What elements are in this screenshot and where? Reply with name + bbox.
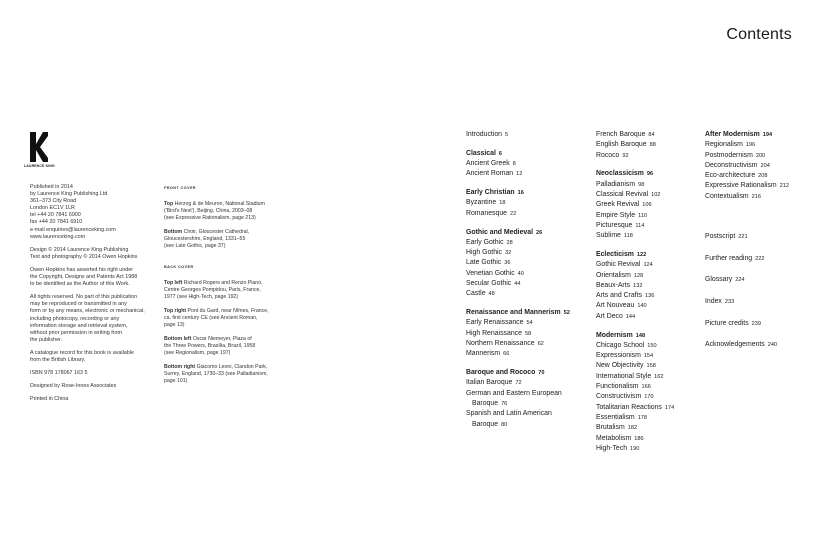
cover-credit-label: Bottom right — [164, 364, 196, 370]
cover-credit-line: page 101) — [164, 378, 188, 384]
toc-entry — [596, 312, 674, 322]
imprint-line: to be identified as the Author of this Work. — [30, 281, 130, 288]
cover-credit-line: (see Late Gothic, page 37) — [164, 243, 226, 249]
toc-entry-page: 194 — [762, 132, 773, 138]
toc-entry — [705, 161, 789, 171]
toc-entry-title: Brutalism — [596, 424, 625, 432]
toc-entry-title: Contextualism — [705, 192, 749, 200]
toc-entry-title: Picturesque — [596, 221, 633, 229]
toc-entry — [596, 231, 674, 241]
toc-entry-page: 114 — [635, 222, 645, 229]
toc-entry-page: 52 — [563, 310, 570, 317]
toc-entry — [596, 434, 674, 444]
imprint-line: Published in 2014 — [30, 184, 73, 190]
cover-credit-line: Top right Pont du Gard, near Nîmes, France, — [164, 308, 269, 314]
cover-credit-line: (see Regionalism, page 197) — [164, 350, 231, 356]
toc-entry-title: Castle — [466, 290, 486, 298]
cover-credit — [164, 308, 292, 329]
toc-entry-page: 124 — [643, 262, 653, 269]
toc-entry-page: 128 — [633, 272, 644, 279]
imprint-line: www.laurenceking.com — [30, 233, 86, 240]
toc-entry-page: 190 — [630, 445, 640, 452]
toc-entry-page: 8 — [512, 161, 516, 168]
imprint-paragraph — [30, 370, 158, 377]
toc-entry — [466, 209, 570, 219]
imprint-line: Printed in China — [30, 396, 69, 403]
toc-entry-page: 80 — [501, 421, 508, 428]
toc-entry-title: International Style — [596, 372, 652, 380]
toc-entry — [466, 130, 570, 140]
imprint-paragraph — [30, 247, 158, 261]
toc-entry-page: 204 — [760, 162, 770, 169]
imprint-line: from the British Library. — [30, 356, 86, 363]
imprint-line: without prior permission in writing from — [30, 329, 122, 336]
cover-credit-line: Surrey, England, 1730–33 (see Palladianism, — [164, 371, 268, 377]
toc-entry-page: 6 — [498, 150, 503, 157]
imprint-block — [30, 184, 158, 409]
toc-entry — [596, 140, 674, 150]
toc-entry-page: 212 — [779, 183, 789, 190]
imprint-line: 361–373 City Road — [30, 198, 77, 205]
toc-entry-page: 136 — [644, 293, 655, 300]
toc-entry — [466, 378, 570, 388]
imprint-line: fax +44 20 7841 6910 — [30, 219, 83, 226]
toc-entry-page: 240 — [767, 342, 778, 349]
toc-entry-page: 88 — [649, 142, 656, 149]
imprint-line: Design © 2014 Laurence King Publishing — [30, 246, 129, 253]
toc-entry — [466, 289, 570, 299]
toc-entry — [596, 361, 674, 371]
toc-entry-title: Early Gothic — [466, 238, 504, 246]
toc-section — [596, 169, 674, 241]
toc-entry-title: Baroque — [472, 420, 499, 428]
imprint-line: Owen Hopkins has asserted his right under — [30, 266, 134, 273]
toc-entry — [596, 341, 674, 351]
imprint-line: All rights reserved. No part of this publication — [30, 294, 137, 301]
imprint-line: Designed by Rose-Innes Associates — [30, 383, 117, 390]
toc-entry-page: 186 — [634, 435, 644, 442]
toc-entry-title: Mannerism — [466, 350, 501, 358]
cover-credit — [164, 364, 292, 385]
toc-entry — [596, 281, 674, 291]
toc-entry-page: 28 — [506, 239, 513, 246]
toc-entry-title: Art Nouveau — [596, 302, 635, 310]
toc-entry — [705, 130, 789, 140]
toc-entry — [466, 228, 570, 238]
cover-credit-line: page 13) — [164, 322, 185, 328]
toc-entry — [596, 382, 674, 392]
toc-entry-title: Early Renaissance — [466, 319, 524, 327]
toc-entry — [466, 248, 570, 258]
toc-entry-page: 182 — [627, 425, 638, 432]
toc-entry-page: 118 — [623, 233, 633, 240]
toc-entry-title: German and Eastern European — [466, 389, 562, 397]
toc-column-1 — [466, 130, 570, 438]
toc-entry-title: Chicago School — [596, 341, 645, 349]
cover-credit-line: Top Herzog & de Meuron, National Stadium — [164, 201, 265, 207]
toc-entry-page: 222 — [755, 255, 765, 262]
toc-entry-title: Ancient Greek — [466, 160, 510, 168]
cover-credit-label: Bottom — [164, 229, 183, 235]
toc-entry-title: Renaissance and Mannerism — [466, 309, 561, 317]
toc-entry — [705, 233, 777, 255]
toc-entry-title: Italian Baroque — [466, 379, 513, 387]
toc-entry-page: 106 — [642, 202, 652, 209]
toc-entry-title: Orientalism — [596, 271, 631, 279]
toc-entry-page: 196 — [745, 142, 756, 149]
front-cover-heading: FRONT COVER — [164, 186, 197, 190]
toc-entry — [466, 169, 570, 179]
toc-entry-page: 58 — [524, 330, 532, 337]
cover-credit — [164, 229, 292, 250]
toc-entry-title: Deconstructivism — [705, 161, 758, 169]
toc-entry-page: 40 — [517, 270, 524, 277]
toc-section — [596, 130, 674, 161]
cover-credit-label: Top left — [164, 280, 183, 286]
cover-credit-line: Bottom left Oscar Niemeyer, Plaza of — [164, 336, 252, 342]
toc-entry-page: 174 — [664, 404, 675, 411]
cover-credit-label: Bottom left — [164, 336, 192, 342]
toc-entry-page: 16 — [517, 190, 524, 197]
toc-entry-title: High Gothic — [466, 249, 503, 257]
toc-entry-title: Sublime — [596, 232, 621, 240]
toc-column-2 — [596, 130, 674, 463]
toc-entry-title: Modernism — [596, 331, 633, 339]
imprint-line: may be reproduced or transmitted in any — [30, 301, 127, 308]
toc-entry — [705, 341, 777, 363]
toc-entry — [705, 192, 789, 202]
toc-entry-page: 96 — [646, 171, 654, 178]
toc-entry-title: Expressive Rationalism — [705, 182, 777, 190]
toc-entry — [466, 349, 570, 359]
cover-credit-line: the Three Powers, Brasília, Brazil, 1958 — [164, 343, 256, 349]
toc-entry-title: Gothic Revival — [596, 261, 641, 269]
toc-entry-page: 144 — [625, 313, 636, 320]
toc-entry — [596, 444, 674, 454]
imprint-line: London EC1V 1LR — [30, 205, 75, 212]
cover-credit-line: 1977 (see High-Tech, page 192) — [164, 294, 239, 300]
toc-entry — [705, 255, 777, 277]
toc-entry — [596, 271, 674, 281]
toc-entry — [596, 169, 674, 179]
toc-entry-page: 76 — [501, 401, 508, 408]
toc-entry-title: Neoclassicism — [596, 170, 644, 178]
toc-entry-title: Baroque — [472, 400, 499, 408]
toc-entry-page: 150 — [647, 342, 657, 349]
page-title: Contents — [726, 26, 792, 43]
toc-entry-page: 102 — [651, 191, 661, 198]
toc-entry-title: Index — [705, 298, 722, 306]
toc-entry — [596, 151, 674, 161]
imprint-line: tel +44 20 7841 6900 — [30, 212, 81, 219]
cover-credit-line: Top left Richard Rogers and Renzo Piano, — [164, 280, 263, 286]
toc-entry-page: 110 — [638, 212, 647, 219]
toc-entry — [466, 188, 570, 198]
toc-entry-title: Arts and Crafts — [596, 292, 642, 300]
toc-entry-page: 158 — [646, 363, 656, 370]
cover-credits — [164, 185, 292, 392]
toc-entry-page: 98 — [638, 181, 645, 188]
toc-section — [466, 188, 570, 219]
toc-entry — [705, 151, 789, 161]
toc-entry-title: Beaux-Arts — [596, 281, 631, 289]
toc-entry-title: English Baroque — [596, 141, 647, 149]
toc-entry-page: 233 — [724, 299, 735, 306]
toc-entry-title: Palladianism — [596, 180, 636, 188]
toc-entry-page: 66 — [503, 351, 510, 358]
toc-entry-title: Expressionism — [596, 352, 641, 360]
toc-entry-title: Art Deco — [596, 312, 623, 320]
imprint-line: the publisher. — [30, 336, 63, 343]
toc-entry-page: 92 — [622, 152, 629, 159]
toc-entry-page: 166 — [641, 384, 651, 391]
toc-entry-title: Eco-architecture — [705, 172, 756, 180]
cover-credit-label: Top right — [164, 308, 187, 314]
cover-credit — [164, 280, 292, 301]
toc-section — [466, 149, 570, 180]
toc-entry — [596, 413, 674, 423]
toc-entry — [596, 190, 674, 200]
imprint-line: by Laurence King Publishing Ltd — [30, 191, 108, 198]
toc-entry — [596, 301, 674, 311]
toc-entry-title: Spanish and Latin American — [466, 410, 552, 418]
toc-entry-page: 154 — [643, 353, 654, 360]
toc-entry-title: Eclecticism — [596, 250, 634, 258]
toc-entry-title: Further reading — [705, 254, 753, 262]
toc-entry — [466, 389, 570, 399]
toc-entry-page: 140 — [637, 303, 647, 310]
toc-entry-title: Secular Gothic — [466, 280, 512, 288]
toc-entry — [596, 260, 674, 270]
toc-entry-title: After Modernism — [705, 131, 760, 138]
cover-credit — [164, 336, 292, 357]
cover-credit-label: Top — [164, 201, 174, 207]
toc-entry — [596, 291, 674, 301]
imprint-line: A catalogue record for this book is available — [30, 349, 134, 356]
toc-entry — [596, 331, 674, 341]
toc-entry — [466, 420, 570, 430]
toc-entry — [705, 181, 789, 191]
toc-section — [466, 368, 570, 430]
toc-entry-page: 132 — [633, 282, 643, 289]
toc-entry — [596, 221, 674, 231]
toc-entry-page: 239 — [751, 320, 761, 327]
toc-entry-title: Acknowledgements — [705, 341, 765, 349]
toc-entry — [466, 339, 570, 349]
toc-entry-title: Glossary — [705, 276, 733, 284]
toc-entry-page: 62 — [537, 341, 544, 348]
toc-entry-title: Totalitarian Reactions — [596, 403, 662, 411]
toc-section — [466, 228, 570, 300]
toc-entry — [466, 329, 570, 339]
toc-entry-page: 122 — [636, 251, 647, 258]
toc-entry-title: Late Gothic — [466, 259, 502, 267]
imprint-line: information storage and retrieval system, — [30, 322, 128, 329]
toc-entry — [596, 200, 674, 210]
toc-entry-page: 224 — [735, 277, 745, 284]
toc-entry — [596, 130, 674, 140]
toc-entry-title: Baroque and Rococo — [466, 369, 536, 377]
toc-entry — [705, 140, 789, 150]
toc-entry-page: 216 — [751, 193, 762, 200]
toc-entry-title: Rococo — [596, 151, 620, 159]
toc-entry-title: Picture credits — [705, 319, 749, 327]
cover-credit — [164, 201, 292, 222]
publisher-name: LAURENCE KING — [24, 164, 55, 168]
toc-entry-title: Ancient Roman — [466, 170, 514, 178]
toc-column-3 — [705, 130, 789, 211]
toc-entry-title: Classical — [466, 149, 496, 157]
toc-entry-page: 22 — [510, 210, 517, 217]
back-cover-heading: BACK COVER — [164, 265, 194, 269]
toc-section — [705, 130, 789, 202]
imprint-line: ISBN 978 178067 163 5 — [30, 370, 88, 377]
cover-credit-line: (see Expressive Rationalism, page 213) — [164, 215, 256, 221]
toc-entry — [596, 372, 674, 382]
cover-credit-line: Gloucestershire, England, 1331–55 — [164, 236, 246, 242]
toc-entry — [596, 180, 674, 190]
toc-entry — [466, 279, 570, 289]
toc-entry-page: 178 — [637, 414, 648, 421]
toc-entry — [596, 351, 674, 361]
toc-entry — [596, 392, 674, 402]
toc-entry — [596, 250, 674, 260]
toc-entry-page: 162 — [654, 373, 664, 380]
toc-back-matter — [705, 233, 777, 363]
cover-credit-line: Centre Georges Pompidou, Paris, France, — [164, 287, 261, 293]
toc-entry-page: 170 — [644, 394, 654, 401]
imprint-paragraph — [30, 267, 158, 288]
toc-entry — [466, 409, 570, 419]
imprint-paragraph — [30, 350, 158, 364]
toc-entry-page: 48 — [488, 291, 495, 298]
toc-entry-page: 84 — [648, 132, 655, 138]
toc-entry-title: Postscript — [705, 233, 736, 240]
toc-entry-title: Byzantine — [466, 199, 497, 207]
toc-entry — [466, 198, 570, 208]
toc-entry-title: Regionalism — [705, 141, 743, 149]
toc-entry-title: Essentialism — [596, 413, 635, 421]
toc-entry-page: 200 — [755, 152, 766, 159]
toc-entry — [466, 318, 570, 328]
toc-entry — [705, 171, 789, 181]
toc-entry — [466, 399, 570, 409]
toc-entry — [705, 320, 777, 342]
toc-entry-title: High Renaissance — [466, 329, 522, 337]
toc-entry-page: 32 — [505, 250, 512, 257]
toc-entry-page: 5 — [505, 132, 509, 138]
toc-entry-page: 208 — [758, 173, 768, 180]
imprint-line: the Copyright, Designs and Patents Act 1988 — [30, 274, 138, 281]
toc-entry — [596, 423, 674, 433]
toc-entry-page: 221 — [738, 234, 748, 240]
toc-entry-page: 36 — [504, 260, 511, 267]
toc-section — [596, 250, 674, 322]
laurence-king-logo-icon — [30, 132, 48, 162]
imprint-paragraph — [30, 184, 158, 241]
toc-entry-title: Postmodernism — [705, 151, 753, 159]
imprint-line: including photocopy, recording or any — [30, 315, 120, 322]
toc-entry-title: High-Tech — [596, 444, 628, 452]
toc-entry-title: Romanesque — [466, 209, 507, 217]
cover-credit-line: Bottom right Giacomo Leoni, Clandon Park, — [164, 364, 268, 370]
cover-credit-line: ('Bird's Nest'), Beijing, China, 2003–08 — [164, 208, 253, 214]
toc-entry-title: Metabolism — [596, 434, 632, 442]
toc-entry — [466, 368, 570, 378]
toc-entry-title: Functionalism — [596, 383, 639, 391]
toc-entry — [466, 238, 570, 248]
toc-entry-page: 44 — [514, 281, 521, 288]
toc-entry-page: 54 — [526, 320, 533, 327]
toc-entry-title: Northern Renaissance — [466, 340, 535, 348]
toc-entry-page: 70 — [538, 370, 545, 377]
toc-entry-title: French Baroque — [596, 131, 646, 138]
toc-entry-title: New Objectivity — [596, 362, 644, 370]
toc-entry — [466, 269, 570, 279]
toc-entry-title: Classical Revival — [596, 190, 649, 198]
cover-credit-line: ca. first century CE (see Ancient Roman, — [164, 315, 258, 321]
toc-entry — [466, 159, 570, 169]
toc-entry-page: 12 — [516, 171, 523, 178]
toc-entry-page: 18 — [499, 200, 506, 207]
toc-entry — [466, 149, 570, 159]
toc-entry-title: Early Christian — [466, 189, 515, 197]
toc-entry-title: Empire Style — [596, 211, 636, 219]
toc-section — [466, 308, 570, 359]
toc-entry-title: Constructivism — [596, 393, 642, 401]
toc-entry-page: 26 — [536, 229, 543, 236]
imprint-paragraph — [30, 383, 158, 390]
toc-entry — [596, 403, 674, 413]
toc-entry — [466, 308, 570, 318]
imprint-line: form or by any means, electronic or mechanical, — [30, 308, 145, 315]
toc-entry-title: Gothic and Medieval — [466, 228, 534, 236]
imprint-line: Text and photography © 2014 Owen Hopkins — [30, 253, 138, 260]
toc-entry-title: Venetian Gothic — [466, 269, 515, 277]
toc-entry-title: Introduction — [466, 131, 503, 138]
imprint-line: e-mail enquiries@laurenceking.com — [30, 226, 116, 233]
cover-credit-line: Bottom Choir, Gloucester Cathedral, — [164, 229, 250, 235]
toc-entry-page: 148 — [635, 332, 646, 339]
toc-entry — [466, 258, 570, 268]
toc-entry — [705, 276, 777, 298]
toc-section — [466, 130, 570, 140]
imprint-paragraph — [30, 294, 158, 344]
toc-entry-page: 72 — [515, 380, 522, 387]
toc-entry — [596, 211, 674, 221]
toc-entry — [705, 298, 777, 320]
toc-entry-title: Greek Revival — [596, 201, 640, 209]
imprint-paragraph — [30, 396, 158, 403]
toc-section — [596, 331, 674, 455]
